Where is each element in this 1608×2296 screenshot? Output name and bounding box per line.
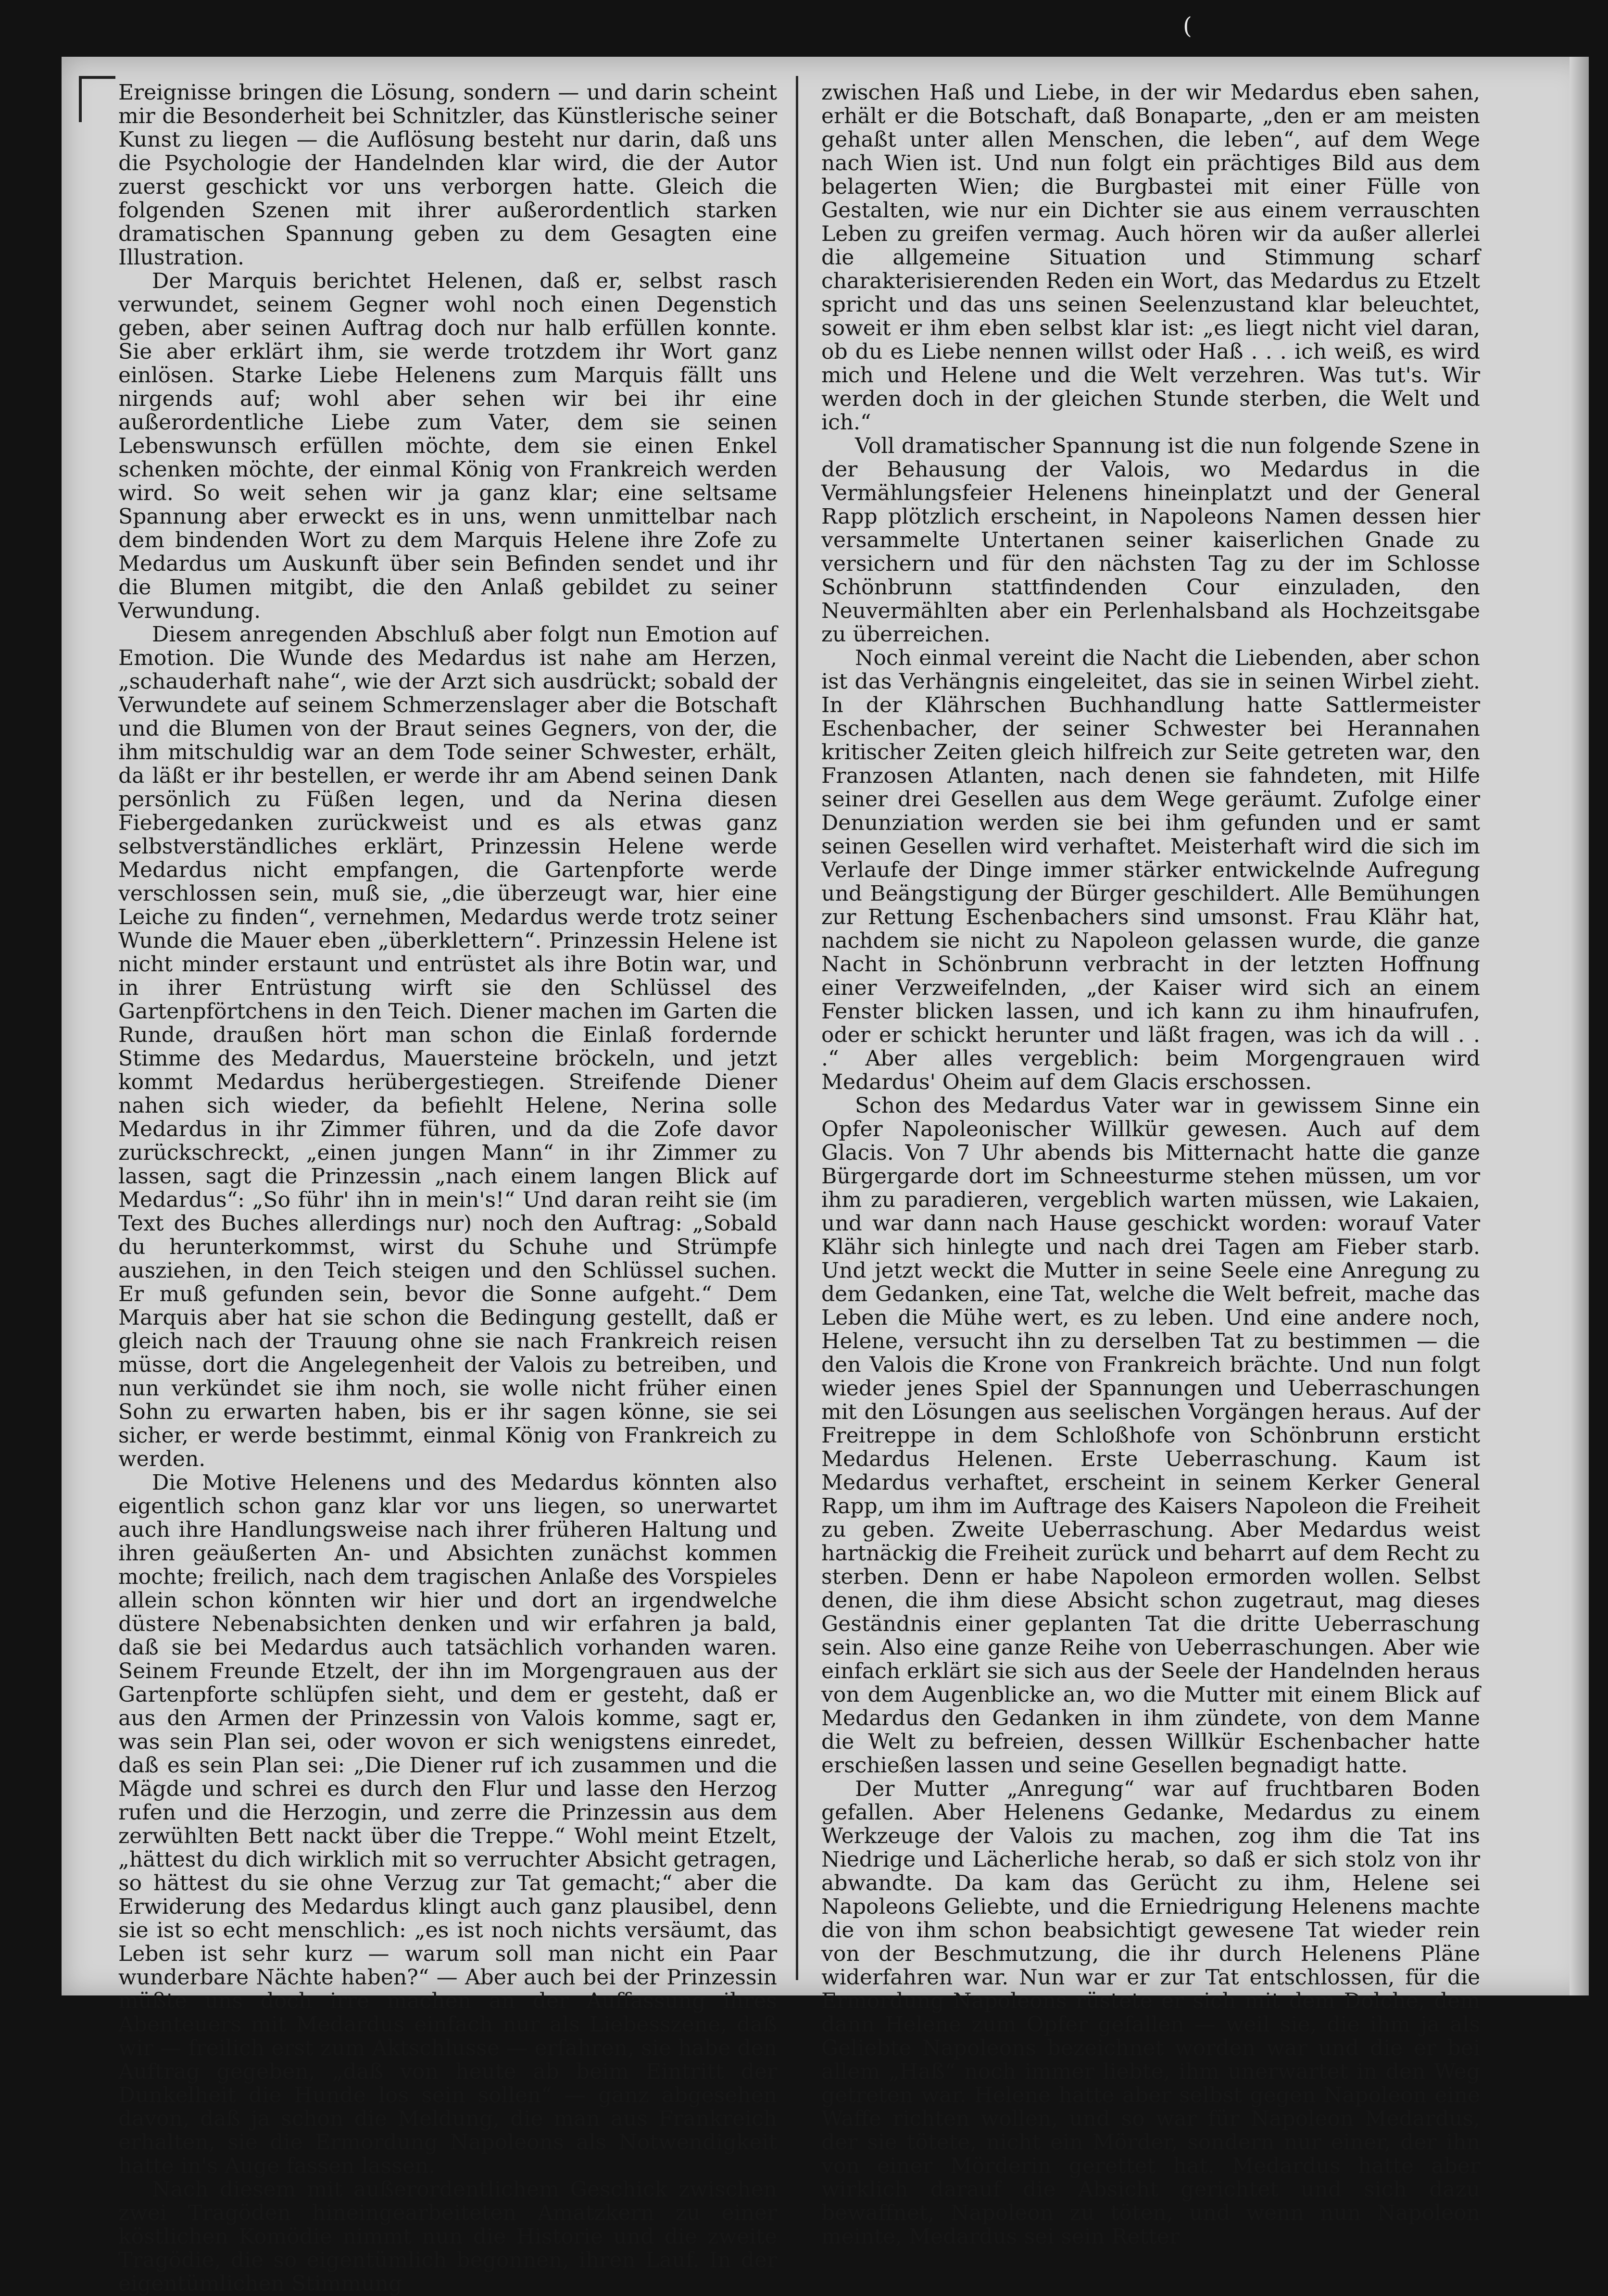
left-paragraph-4: Die Motive Helenens und des Medardus könnten also eigentlich schon ganz klar vor uns liegen, so unerwartet auch ihre Handlungsweise nach ihrer früheren Haltung und ihren geäußerten An- und Absichten zunächst kommen mochte; freilich, nach dem tragischen Anlaße des Vorspieles allein schon könnten wir hier und dort an irgendwelche düstere Nebenabsichten denken und wir erfahren ja bald, daß sie bei Medardus auch tatsächlich vorhanden waren. Seinem Freunde Etzelt, der ihn im Morgengrauen aus der Gartenpforte schlüpfen sieht, und dem er gesteht, daß er aus den Armen der Prinzessin von Valois komme, sagt er, was sein Plan sei, oder wovon er sich wenigstens einredet, daß es sein Plan sei: „Die Diener ruf ich zusammen und die Mägde und schrei es durch den Flur und lasse den Herzog rufen und die Herzogin, und zerre die Prinzessin aus dem zerwühlten Bett nackt über die Treppe.“ Wohl meint Etzelt, „hättest du dich wirklich mit so verruchter Absicht getragen, so hättest du sie ohne Verzug zur Tat gemacht;“ aber die Erwiderung des Medardus klingt auch ganz plausibel, denn sie ist so echt menschlich: „es ist noch nichts versäumt, das Leben ist sehr kurz — warum soll man nicht ein Paar wunderbare Nächte haben?“ — Aber auch bei der Prinzessin müßte uns doch irre machen an der Auffassung ihres Abenteuers mit Medardus einfach nur als Liebesszene, daß wir — freilich erst zum Aktschlusse — erfahren, sie habe den Auftrag gegeben, „daß von heute ab beim Eintritt der Dunkelheit die Hunde los sein sollen“ — ganz abgesehen davon, daß ja schon die Meldung, die man aus Frankreich erhalten, sie die Ermordung Napoleons als Notwendigkeit hatte in's Auge fassen lassen. — [118, 1470, 777, 2178]
newspaper-page — [62, 57, 1589, 2296]
page-edge-shadow — [1570, 57, 1589, 1995]
left-paragraph-5: Nach diesem mit außerordentlichem Geschick zwischen zwei Tragöden hineingearbeiteten Amatzkern zu einer köstlichen Komödie nimmt nun die Historie und die zweite Tragödie, die so eigentümlich begonnen, ihren Lauf. In der eigentümlichen Stimmung — [118, 2177, 777, 2296]
left-paragraph-3: Diesem anregenden Abschluß aber folgt nun Emotion auf Emotion. Die Wunde des Medardus ist nahe am Herzen, „schauderhaft nahe“, wie der Arzt sich ausdrückt; sobald der Verwundete auf seinem Schmerzenslager aber die Botschaft und die Blumen von der Braut seines Gegners, von der, die ihm mitschuldig war an dem Tode seiner Schwester, erhält, da läßt er ihr bestellen, er werde ihr am Abend seinen Dank persönlich zu Füßen legen, und da Nerina diesen Fiebergedanken zurückweist und es als etwas ganz selbstverständliches erklärt, Prinzessin Helene werde Medardus nicht empfangen, die Gartenpforte werde verschlossen sein, muß sie, „die überzeugt war, hier eine Leiche zu finden“, vernehmen, Medardus werde trotz seiner Wunde die Mauer eben „überklettern“. Prinzessin Helene ist nicht minder erstaunt und entrüstet als ihre Botin war, und in ihrer Entrüstung wirft sie den Schlüssel des Gartenpförtchens in den Teich. Diener machen im Garten die Runde, draußen hört man schon die Einlaß fordernde Stimme des Medardus, Mauersteine bröckeln, und jetzt kommt Medardus herübergestiegen. Streifende Diener nahen sich wieder, da befiehlt Helene, Nerina solle Medardus in ihr Zimmer führen, und da die Zofe davor zurückschreckt, „einen jungen Mann“ in ihr Zimmer zu lassen, sagt die Prinzessin „nach einem langen Blick auf Medardus“: „So führ' ihn in mein's!“ Und daran reiht sie (im Text des Buches allerdings nur) noch den Auftrag: „Sobald du herunterkommst, wirst du Schuhe und Strümpfe ausziehen, in den Teich steigen und den Schlüssel suchen. Er muß gefunden sein, bevor die Sonne aufgeht.“ Dem Marquis aber hat sie schon die Bedingung gestellt, daß er gleich nach der Trauung ohne sie nach Frankreich reisen müsse, dort die Angelegenheit der Valois zu betreiben, und nun verkündet sie ihm noch, sie wolle nicht früher einen Sohn zu erwarten haben, bis er ihr sagen könne, sie sei sicher, er werde bestimmt, einmal König von Frankreich zu werden. — [118, 622, 777, 1471]
right-column — [821, 80, 1480, 2249]
crop-corner-mark — [79, 76, 115, 122]
right-paragraph-1: zwischen Haß und Liebe, in der wir Medardus eben sahen, erhält er die Botschaft, daß Bonaparte, „den er am meisten gehaßt unter allen Menschen, die leben“, auf dem Wege nach Wien ist. Und nun folgt ein prächtiges Bild aus dem belagerten Wien; die Burgbastei mit einer Fülle von Gestalten, wie nur ein Dichter sie aus einem verrauschten Leben zu greifen vermag. Auch hören wir da außer allerlei die allgemeine Situation und Stimmung scharf charakterisierenden Reden ein Wort, das Medardus zu Etzelt spricht und das uns seinen Seelenzustand klar beleuchtet, soweit er ihm eben selbst klar ist: „es liegt nicht viel daran, ob du es Liebe nennen willst oder Haß . . . ich weiß, es wird mich und Helene und die Welt verzehren. Was tut's. Wir werden doch in der gleichen Stunde sterben, die Welt und ich.“ — [821, 80, 1480, 435]
right-paragraph-4: Schon des Medardus Vater war in gewissem Sinne ein Opfer Napoleonischer Willkür gewesen. Auch auf dem Glacis. Von 7 Uhr abends bis Mitternacht hatte die ganze Bürgergarde dort im Schneesturme stehen müssen, um vor ihm zu paradieren, vergeblich warten müssen, wie Lakaien, und war dann nach Hause geschickt worden: worauf Vater Klähr sich hinlegte und nach drei Tagen am Fieber starb. Und jetzt weckt die Mutter in seine Seele eine Anregung zu dem Gedanken, eine Tat, welche die Welt befreit, mache das Leben die Mühe wert, es zu leben. Und eine andere noch, Helene, versucht ihn zu derselben Tat zu bestimmen — die den Valois die Krone von Frankreich brächte. Und nun folgt wieder jenes Spiel der Spannungen und Ueberraschungen mit den Lösungen aus seelischen Vorgängen heraus. Auf der Freitreppe in dem Schloßhofe von Schönbrunn ersticht Medardus Helenen. Erste Ueberraschung. Kaum ist Medardus verhaftet, erscheint in seinem Kerker General Rapp, um ihm im Auftrage des Kaisers Napoleon die Freiheit zu geben. Zweite Ueberraschung. Aber Medardus weist hartnäckig die Freiheit zurück und beharrt auf dem Recht zu sterben. Denn er habe Napoleon ermorden wollen. Selbst denen, die ihm diese Absicht schon zugetraut, mag dieses Geständnis einer geplanten Tat die dritte Ueberraschung sein. Also eine ganze Reihe von Ueberraschungen. Aber wie einfach erklärt sie sich aus der Seele der Handelnden heraus von dem Augenblicke an, wo die Mutter mit einem Blick auf Medardus den Gedanken in ihm zündete, von dem Manne die Welt zu befreien, dessen Willkür Eschenbacher hatte erschießen lassen und seine Gesellen begnadigt hatte. — [821, 1093, 1480, 1778]
left-paragraph-1: Ereignisse bringen die Lösung, sondern — und darin scheint mir die Besonderheit bei Schnitzler, das Künstlerische seiner Kunst zu liegen — die Auflösung besteht nur darin, daß uns die Psychologie der Handelnden klar wird, die der Autor zuerst geschickt vor uns verborgen hatte. Gleich die folgenden Szenen mit ihrer außerordentlich starken dramatischen Spannung geben zu dem Gesagten eine Illustration. — [118, 80, 777, 270]
right-paragraph-3: Noch einmal vereint die Nacht die Liebenden, aber schon ist das Verhängnis eingeleitet, das sie in seinen Wirbel zieht. In der Klährschen Buchhandlung hatte Sattlermeister Eschenbacher, der seiner Schwester bei Herannahen kritischer Zeiten gleich hilfreich zur Seite getreten war, den Franzosen Atlanten, nach denen sie fahndeten, mit Hilfe seiner drei Gesellen aus dem Wege geräumt. Zufolge einer Denunziation werden sie bei ihm gefunden und er samt seinen Gesellen wird verhaftet. Meisterhaft wird die sich im Verlaufe der Dinge immer stärker entwickelnde Aufregung und Beängstigung der Bürger geschildert. Alle Bemühungen zur Rettung Eschenbachers sind umsonst. Frau Klähr hat, nachdem sie nicht zu Napoleon gelassen wurde, die ganze Nacht in Schönbrunn verbracht in der letzten Hoffnung einer Verzweifelnden, „der Kaiser wird sich an einem Fenster blicken lassen, und ich kann zu ihm hinaufrufen, oder er schickt herunter und läßt fragen, was ich da will . . .“ Aber alles vergeblich: beim Morgengrauen wird Medardus' Oheim auf dem Glacis erschossen. — [821, 646, 1480, 1094]
left-column — [118, 80, 777, 2296]
film-edge-mark: ( — [1183, 13, 1192, 39]
column-rule — [796, 76, 798, 1980]
left-paragraph-2: Der Marquis berichtet Helenen, daß er, selbst rasch verwundet, seinem Gegner wohl noch einen Degenstich geben, aber seinen Auftrag doch nur halb erfüllen konnte. Sie aber erklärt ihm, sie werde trotzdem ihr Wort ganz einlösen. Starke Liebe Helenens zum Marquis fällt uns nirgends auf; wohl aber sehen wir bei ihr eine außerordentliche Liebe zum Vater, dem sie seinen Lebenswunsch erfüllen möchte, dem sie einen Enkel schenken möchte, der einmal König von Frankreich werden wird. So weit sehen wir ja ganz klar; eine seltsame Spannung aber erweckt es in uns, wenn unmittelbar nach dem bindenden Wort zu dem Marquis Helene ihre Zofe zu Medardus um Auskunft über sein Befinden sendet und ihr die Blumen mitgibt, die den Anlaß gebildet zu seiner Verwundung. — [118, 269, 777, 623]
right-paragraph-2: Voll dramatischer Spannung ist die nun folgende Szene in der Behausung der Valois, wo Medardus in die Vermählungsfeier Helenens hineinplatzt und der General Rapp plötzlich erscheint, in Napoleons Namen dessen hier versammelte Untertanen seiner kaiserlichen Gnade zu versichern und für den nächsten Tag zu der im Schlosse Schönbrunn stattfindenden Cour einzuladen, den Neuvermählten aber ein Perlenhalsband als Hochzeitsgabe zu überreichen. — [821, 434, 1480, 647]
right-paragraph-5: Der Mutter „Anregung“ war auf fruchtbaren Boden gefallen. Aber Helenens Gedanke, Medardus zu einem Werkzeuge der Valois zu machen, zog ihm die Tat ins Niedrige und Lächerliche herab, so daß er sich stolz von ihr abwandte. Da kam das Gerücht zu ihm, Helene sei Napoleons Geliebte, und die Erniedrigung Helenens machte die von ihm schon beabsichtigt gewesene Tat wieder rein von der Beschmutzung, die ihr durch Helenens Pläne widerfahren war. Nun war er zur Tat entschlossen, für die Ermordung Napoleons rüstete er sich mit dem Dolche, dem dann Helene zum Opfer gefallen — weil sie, die ihm ja als Geliebte Napoleons bezeichnet worden war und die er bei allem „Haß“ noch immer liebte, ihm unerwartet in den Weg getreten war. Helene hatte aber selbst gegen Napoleon eine Waffe richten wollen, und so war für Napoleon Medardus, der sie tötete, nicht ein Mörder, sondern nur einer, der ihn von einer Mörderin gerettet hat. Medardus hatte aber wirklich darauf die Absicht gerichtet und sich dazu bewaffnet, Napoleon zu töten, und wenn nun Napoleon meinte, Medardus sei sein Retter — [821, 1777, 1480, 2249]
